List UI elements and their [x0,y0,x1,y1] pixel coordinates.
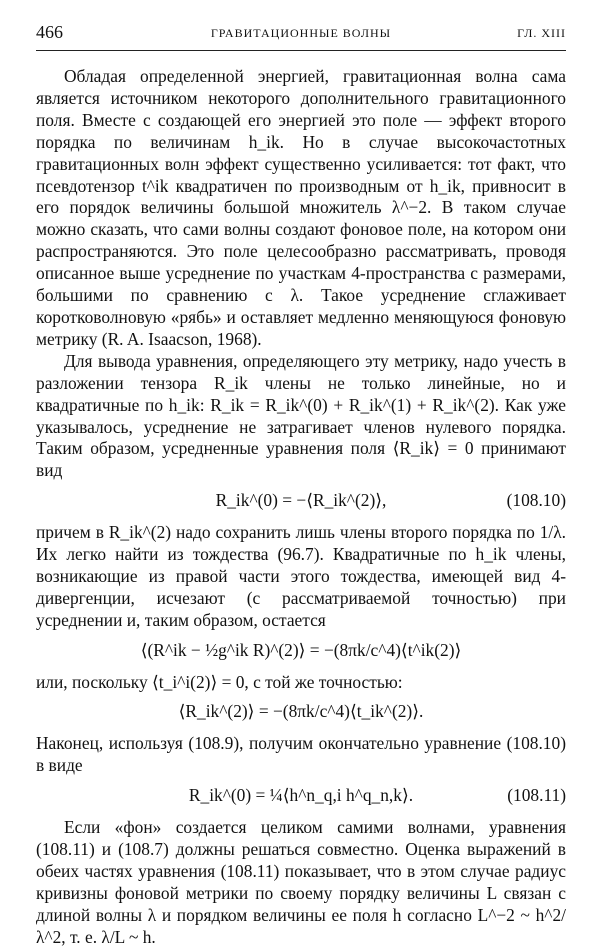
equation-108-10-body: R_ik^(0) = −⟨R_ik^(2)⟩, [215,490,387,511]
equation-108-11 [36,785,566,807]
equation-108-11-body: R_ik^(0) = ¼⟨h^n_q,i h^q_n,k⟩. [188,785,414,806]
page-number: 466 [36,22,63,42]
equation-number-108-10: (108.10) [506,490,566,511]
paragraph-4: или, поскольку ⟨t_i^i(2)⟩ = 0, с той же точностью: [36,671,403,692]
equation-averaged-einstein-body: ⟨(R^ik − ½g^ik R)^(2)⟩ = −(8πk/c^4)⟨t^ik(2)⟩ [140,639,462,660]
equation-averaged-einstein [36,640,566,662]
equation-108-10 [36,490,566,512]
paragraph-1: Обладая определенной энергией, гравитационная волна сама является источником некоторого дополнительного гравитационного поля. Вместе с создающей его энергией это поле — эффект второго порядка по величинам h_ik. Но в случае высокочастотных гравитационных волн эффект существенно усиливается: тот факт, что псевдотензор t^ik квадратичен по производным от h_ik, привносит в его порядок величины большой множитель λ^−2. В таком случае можно сказать, что сами волны создают фоновое поле, на котором они распространяются. Это поле целесообразно рассматривать, проводя описанное выше усреднение по участкам 4-пространства с размерами, большими по сравнению с λ. Такое усреднение сглаживает коротковолновую «рябь» и оставляет медленно меняющуюся фоновую метрику (R. A. Isaacson, 1968). [36,66,566,349]
equation-ricci-average [36,701,566,723]
header-rule [36,50,566,51]
page-header [36,22,566,50]
paragraph-5: Наконец, используя (108.9), получим окончательно уравнение (108.10) в виде [36,733,566,776]
running-title: ГРАВИТАЦИОННЫЕ ВОЛНЫ [210,26,392,40]
equation-number-108-11: (108.11) [507,785,566,806]
chapter-label: ГЛ. XIII [517,26,566,40]
paragraph-6: Если «фон» создается целиком самими волнами, уравнения (108.11) и (108.7) должны решаться совместно. Оценка выражений в обеих частях уравнения (108.11) показывает, что в этом случае радиус кривизны фоновой метрики по своему порядку величины L связан с длиной волны λ и порядком величины ее поля h согласно L^−2 ~ h^2/λ^2, т. е. λ/L ~ h. [36,817,566,947]
paragraph-2: Для вывода уравнения, определяющего эту метрику, надо учесть в разложении тензора R_ik члены не только линейные, но и квадратичные по h_ik: R_ik = R_ik^(0) + R_ik^(1) + R_ik^(2). Как уже указывалось, усреднение не затрагивает членов нулевого порядка. Таким образом, усредненные уравнения поля ⟨R_ik⟩ = 0 принимают вид [36,350,566,481]
page-body [36,66,566,949]
equation-ricci-average-body: ⟨R_ik^(2)⟩ = −(8πk/c^4)⟨t_ik^(2)⟩. [178,701,424,722]
paragraph-3: причем в R_ik^(2) надо сохранить лишь члены второго порядка по 1/λ. Их легко найти из тождества (96.7). Квадратичные по h_ik члены, возникающие из правой части этого тождества, имеющей вид 4-дивергенции, исчезают (с рассматриваемой точностью) при усреднении и, таким образом, остается [36,522,566,630]
